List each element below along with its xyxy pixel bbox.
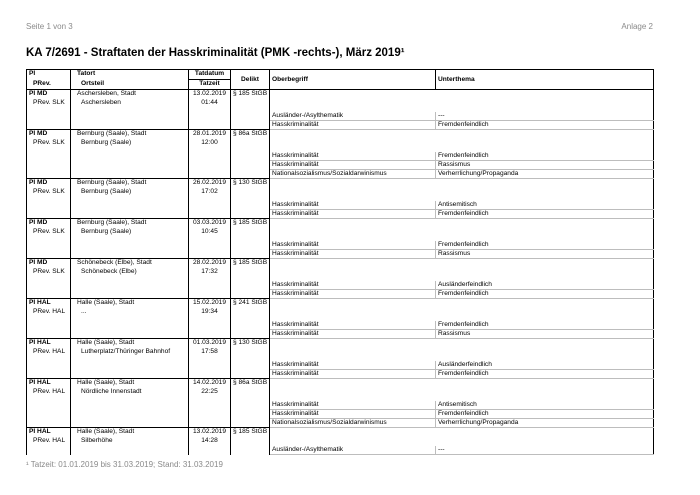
attachment-label: Anlage 2 (621, 22, 653, 31)
case-datum: 14.02.2019 (189, 379, 231, 389)
case-row-detail (27, 348, 654, 357)
case-zeit: 01:44 (189, 99, 231, 108)
topic-oberbegriff: Hasskriminalität (270, 361, 436, 370)
case-pi: PI MD (27, 179, 71, 189)
case-ortsteil: Lutherplatz/Thüringer Bahnhof (71, 348, 189, 357)
topic-row (27, 250, 654, 259)
topic-unterthema: Fremdenfeindlich (436, 121, 654, 130)
column-header-unterthema: Unterthema (436, 70, 654, 90)
case-row (27, 179, 654, 189)
case-row (27, 90, 654, 100)
topic-row (27, 321, 654, 330)
case-row-detail (27, 139, 654, 148)
case-delikt: § 185 StGB (231, 428, 270, 438)
page-header (26, 22, 653, 34)
topic-unterthema: --- (436, 112, 654, 121)
case-ortsteil: Bernburg (Saale) (71, 228, 189, 237)
case-pi: PI HAL (27, 339, 71, 349)
topic-row (27, 112, 654, 121)
case-tatort: Aschersleben, Stadt (71, 90, 189, 100)
case-prev: PRev. SLK (27, 139, 71, 148)
case-prev: PRev. HAL (27, 348, 71, 357)
case-ortsteil: Bernburg (Saale) (71, 188, 189, 197)
case-delikt: § 185 StGB (231, 219, 270, 229)
column-header-oberbegriff: Oberbegriff (270, 70, 436, 90)
case-delikt: § 86a StGB (231, 130, 270, 140)
case-prev: PRev. SLK (27, 188, 71, 197)
topic-oberbegriff: Hasskriminalität (270, 410, 436, 419)
case-prev: PRev. HAL (27, 388, 71, 397)
topic-row (27, 410, 654, 419)
document-title: KA 7/2691 - Straftaten der Hasskriminalität (PMK -rechts-), März 2019¹ (26, 47, 405, 59)
topic-unterthema: Ausländerfeindlich (436, 361, 654, 370)
case-datum: 13.02.2019 (189, 428, 231, 438)
topic-oberbegriff: Ausländer-/Asylthematik (270, 446, 436, 455)
case-tatort: Bernburg (Saale), Stadt (71, 179, 189, 189)
topic-row (27, 361, 654, 370)
topic-oberbegriff: Hasskriminalität (270, 152, 436, 161)
topic-row (27, 370, 654, 379)
page-number: Seite 1 von 3 (26, 22, 73, 31)
case-row (27, 259, 654, 269)
topic-oberbegriff: Hasskriminalität (270, 210, 436, 219)
footnote: ¹ Tatzeit: 01.01.2019 bis 31.03.2019; Stand: 31.03.2019 (26, 460, 223, 469)
case-ortsteil: Schönebeck (Elbe) (71, 268, 189, 277)
case-ortsteil: Bernburg (Saale) (71, 139, 189, 148)
topic-unterthema: Fremdenfeindlich (436, 410, 654, 419)
column-header-pi: PI (27, 70, 71, 80)
topic-oberbegriff: Hasskriminalität (270, 121, 436, 130)
topic-unterthema: Fremdenfeindlich (436, 210, 654, 219)
topic-oberbegriff: Hasskriminalität (270, 241, 436, 250)
topic-row (27, 446, 654, 455)
topic-oberbegriff: Hasskriminalität (270, 330, 436, 339)
topic-row (27, 201, 654, 210)
case-prev: PRev. SLK (27, 268, 71, 277)
topic-row (27, 401, 654, 410)
case-row-detail (27, 188, 654, 197)
case-zeit: 12:00 (189, 139, 231, 148)
column-header-tatort: Tatort (71, 70, 189, 80)
topic-unterthema: Fremdenfeindlich (436, 370, 654, 379)
case-delikt: § 130 StGB (231, 179, 270, 189)
case-zeit: 14:28 (189, 437, 231, 446)
column-header-ortsteil: Ortsteil (71, 80, 189, 90)
column-header-tatdatum: Tatdatum (189, 70, 231, 80)
case-tatort: Bernburg (Saale), Stadt (71, 219, 189, 229)
topic-oberbegriff: Hasskriminalität (270, 201, 436, 210)
case-pi: PI MD (27, 219, 71, 229)
topic-unterthema: Antisemitisch (436, 201, 654, 210)
case-pi: PI HAL (27, 379, 71, 389)
topic-row (27, 170, 654, 179)
case-row (27, 219, 654, 229)
case-ortsteil: Silberhöhe (71, 437, 189, 446)
topic-unterthema: Fremdenfeindlich (436, 321, 654, 330)
case-row (27, 428, 654, 438)
table-header-row (27, 70, 654, 80)
topic-row (27, 152, 654, 161)
topic-oberbegriff: Hasskriminalität (270, 250, 436, 259)
topic-oberbegriff: Hasskriminalität (270, 370, 436, 379)
topic-row (27, 330, 654, 339)
topic-unterthema: Verherrlichung/Propaganda (436, 170, 654, 179)
case-row-detail (27, 437, 654, 446)
case-zeit: 19:34 (189, 308, 231, 317)
topic-unterthema: Fremdenfeindlich (436, 152, 654, 161)
case-row (27, 339, 654, 349)
case-row (27, 299, 654, 309)
topic-unterthema: Antisemitisch (436, 401, 654, 410)
topic-row (27, 290, 654, 299)
case-zeit: 10:45 (189, 228, 231, 237)
case-delikt: § 86a StGB (231, 379, 270, 389)
case-row-detail (27, 388, 654, 397)
case-tatort: Halle (Saale), Stadt (71, 299, 189, 309)
topic-unterthema: Ausländerfeindlich (436, 281, 654, 290)
case-delikt: § 185 StGB (231, 259, 270, 269)
topic-unterthema: Fremdenfeindlich (436, 290, 654, 299)
case-datum: 28.01.2019 (189, 130, 231, 140)
topic-unterthema: Rassismus (436, 161, 654, 170)
topic-row (27, 121, 654, 130)
case-datum: 03.03.2019 (189, 219, 231, 229)
case-row (27, 130, 654, 140)
topic-oberbegriff: Hasskriminalität (270, 321, 436, 330)
topic-row (27, 281, 654, 290)
topic-row (27, 419, 654, 428)
topic-oberbegriff: Hasskriminalität (270, 161, 436, 170)
case-ortsteil: ... (71, 308, 189, 317)
topic-unterthema: --- (436, 446, 654, 455)
table-body (27, 90, 654, 455)
case-prev: PRev. SLK (27, 228, 71, 237)
case-delikt: § 241 StGB (231, 299, 270, 309)
case-pi: PI MD (27, 259, 71, 269)
case-datum: 15.02.2019 (189, 299, 231, 309)
case-prev: PRev. HAL (27, 308, 71, 317)
case-tatort: Halle (Saale), Stadt (71, 428, 189, 438)
case-pi: PI HAL (27, 299, 71, 309)
case-datum: 13.02.2019 (189, 90, 231, 100)
topic-row (27, 161, 654, 170)
case-datum: 28.02.2019 (189, 259, 231, 269)
topic-oberbegriff: Hasskriminalität (270, 401, 436, 410)
topic-oberbegriff: Nationalsozialismus/Sozialdarwinismus (270, 170, 436, 179)
case-zeit: 17:32 (189, 268, 231, 277)
case-delikt: § 130 StGB (231, 339, 270, 349)
case-prev: PRev. HAL (27, 437, 71, 446)
case-zeit: 17:02 (189, 188, 231, 197)
topic-oberbegriff: Hasskriminalität (270, 281, 436, 290)
topic-unterthema: Verherrlichung/Propaganda (436, 419, 654, 428)
topic-unterthema: Fremdenfeindlich (436, 241, 654, 250)
case-prev: PRev. SLK (27, 99, 71, 108)
topic-unterthema: Rassismus (436, 250, 654, 259)
case-zeit: 17:58 (189, 348, 231, 357)
case-row-detail (27, 308, 654, 317)
topic-oberbegriff: Hasskriminalität (270, 290, 436, 299)
case-pi: PI MD (27, 90, 71, 100)
case-ortsteil: Aschersleben (71, 99, 189, 108)
case-pi: PI HAL (27, 428, 71, 438)
case-tatort: Bernburg (Saale), Stadt (71, 130, 189, 140)
case-tatort: Halle (Saale), Stadt (71, 339, 189, 349)
case-row-detail (27, 99, 654, 108)
case-delikt: § 185 StGB (231, 90, 270, 100)
topic-oberbegriff: Ausländer-/Asylthematik (270, 112, 436, 121)
topic-unterthema: Rassismus (436, 330, 654, 339)
crime-table (26, 69, 654, 455)
case-zeit: 22:25 (189, 388, 231, 397)
topic-row (27, 210, 654, 219)
case-row-detail (27, 268, 654, 277)
case-datum: 01.03.2019 (189, 339, 231, 349)
case-tatort: Halle (Saale), Stadt (71, 379, 189, 389)
case-pi: PI MD (27, 130, 71, 140)
case-row (27, 379, 654, 389)
column-header-prev: PRev. (27, 80, 71, 90)
column-header-delikt: Delikt (231, 70, 270, 90)
topic-row (27, 241, 654, 250)
topic-oberbegriff: Nationalsozialismus/Sozialdarwinismus (270, 419, 436, 428)
case-ortsteil: Nördliche Innenstadt (71, 388, 189, 397)
case-row-detail (27, 228, 654, 237)
column-header-tatzeit: Tatzeit (189, 80, 231, 90)
case-datum: 26.02.2019 (189, 179, 231, 189)
case-tatort: Schönebeck (Elbe), Stadt (71, 259, 189, 269)
